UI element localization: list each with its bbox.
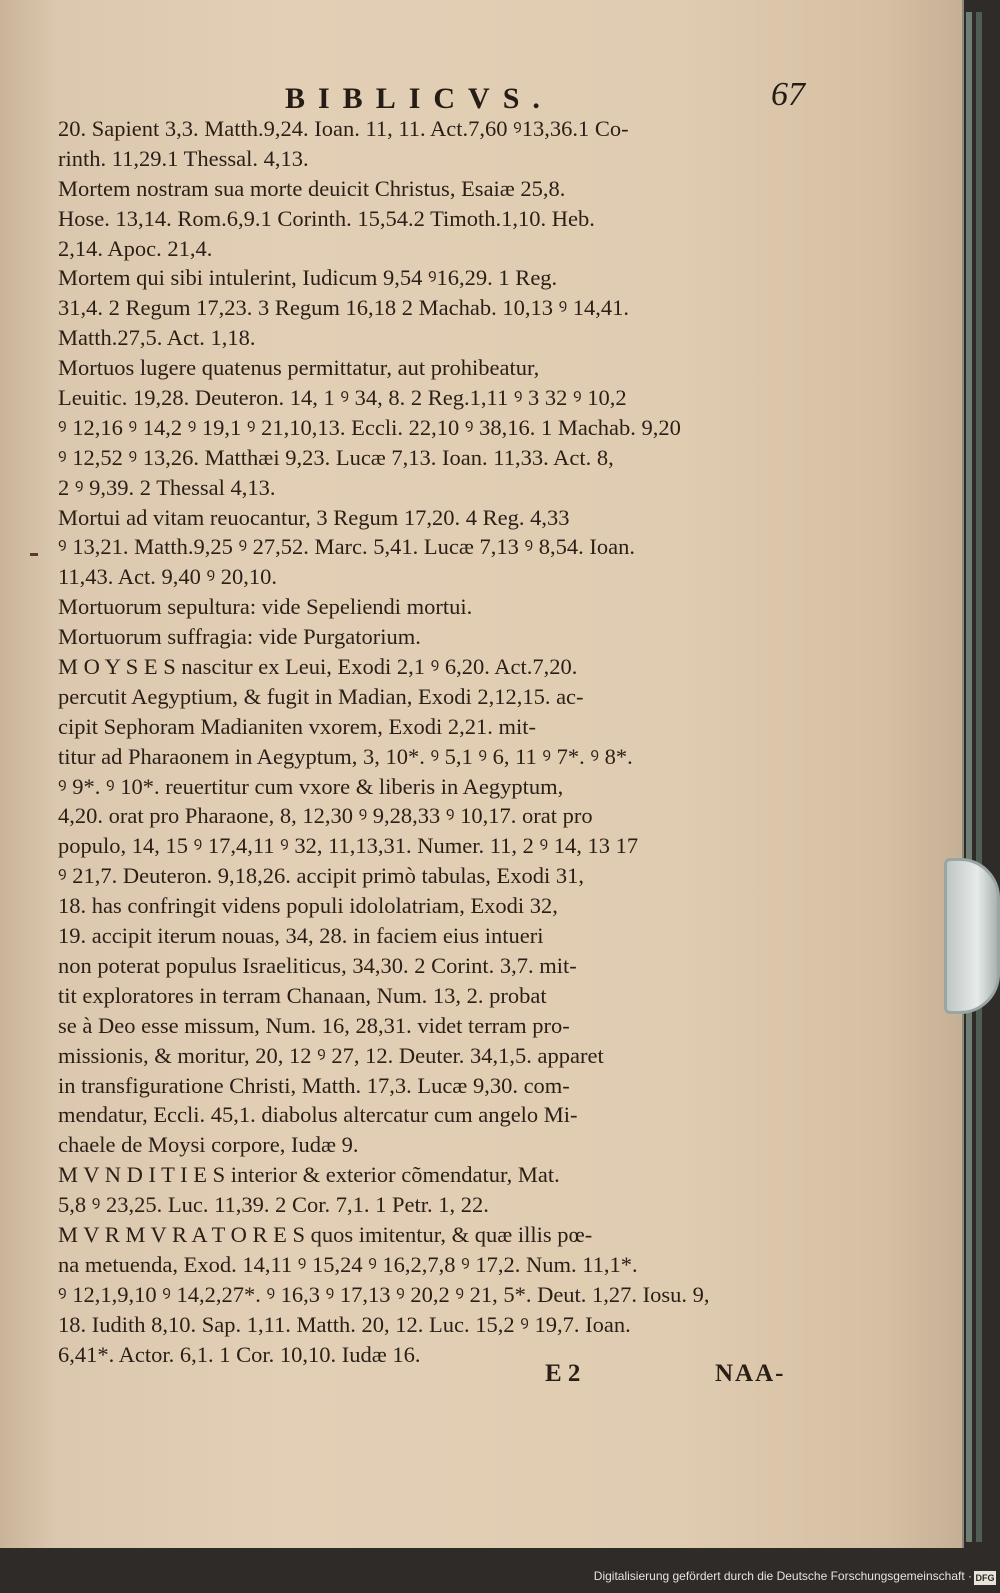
text-line: ꝰ 12,16 ꝰ 14,2 ꝰ 19,1 ꝰ 21,10,13. Eccli. 22,10 ꝰ 38,16. 1 Machab. 9,20	[58, 414, 681, 440]
text-line: Mortem qui sibi intulerint, Iudicum 9,54 ꝰ16,29. 1 Reg.	[58, 265, 558, 291]
text-line: Mortem nostram sua morte deuicit Christus, Esaiæ 25,8.	[58, 175, 566, 201]
text-line: Mortui ad vitam reuocantur, 3 Regum 17,20. 4 Reg. 4,33	[58, 504, 570, 530]
text-line: 4,20. orat pro Pharaone, 8, 12,30 ꝰ 9,28,33 ꝰ 10,17. orat pro	[58, 803, 593, 829]
text-line: na metuenda, Exod. 14,11 ꝰ 15,24 ꝰ 16,2,7,8 ꝰ 17,2. Num. 11,1*.	[58, 1251, 638, 1277]
text-line: missionis, & moritur, 20, 12 ꝰ 27, 12. Deuter. 34,1,5. apparet	[58, 1042, 604, 1068]
text-line: chaele de Moysi corpore, Iudæ 9.	[58, 1132, 359, 1158]
text-line: 31,4. 2 Regum 17,23. 3 Regum 16,18 2 Machab. 10,13 ꝰ 14,41.	[58, 295, 630, 321]
text-line: se à Deo esse missum, Num. 16, 28,31. videt terram pro-	[58, 1012, 570, 1038]
text-line: 5,8 ꝰ 23,25. Luc. 11,39. 2 Cor. 7,1. 1 Petr. 1, 22.	[58, 1192, 489, 1218]
text-line: 18. Iudith 8,10. Sap. 1,11. Matth. 20, 12. Luc. 15,2 ꝰ 19,7. Ioan.	[58, 1311, 631, 1337]
text-line: ꝰ 9*. ꝰ 10*. reuertitur cum vxore & liberis in Aegyptum,	[58, 773, 564, 799]
text-line: mendatur, Eccli. 45,1. diabolus altercatur cum angelo Mi-	[58, 1102, 578, 1128]
catchword: NAA-	[715, 1360, 786, 1387]
text-line: tit exploratores in terram Chanaan, Num. 13, 2. probat	[58, 982, 547, 1008]
text-line: percutit Aegyptium, & fugit in Madian, Exodi 2,12,15. ac-	[58, 683, 584, 709]
text-line: M O Y S E S nascitur ex Leui, Exodi 2,1 ꝰ 6,20. Act.7,20.	[58, 654, 578, 680]
text-line: Mortuorum suffragia: vide Purgatorium.	[58, 624, 421, 650]
text-line: 18. has confringit videns populi idololatriam, Exodi 32,	[58, 893, 558, 919]
text-line: 19. accipit iterum nouas, 34, 28. in faciem eius intueri	[58, 923, 544, 949]
dfg-logo: DFG	[975, 1573, 995, 1583]
text-line: Leuitic. 19,28. Deuteron. 14, 1 ꝰ 34, 8. 2 Reg.1,11 ꝰ 3 32 ꝰ 10,2	[58, 385, 627, 411]
text-line: populo, 14, 15 ꝰ 17,4,11 ꝰ 32, 11,13,31. Numer. 11, 2 ꝰ 14, 13 17	[58, 833, 639, 859]
signature-mark: E 2	[545, 1360, 581, 1387]
text-line: ꝰ 21,7. Deuteron. 9,18,26. accipit primò tabulas, Exodi 31,	[58, 863, 584, 889]
text-line: Mortuorum sepultura: vide Sepeliendi mortui.	[58, 594, 473, 620]
text-line: 11,43. Act. 9,40 ꝰ 20,10.	[58, 564, 278, 590]
text-line: 2,14. Apoc. 21,4.	[58, 235, 213, 261]
text-line: Matth.27,5. Act. 1,18.	[58, 325, 256, 351]
text-line: cipit Sephoram Madianiten vxorem, Exodi 2,21. mit-	[58, 713, 537, 739]
text-line: in transfiguratione Christi, Matth. 17,3. Lucæ 9,30. com-	[58, 1072, 570, 1098]
text-line: titur ad Pharaonem in Aegyptum, 3, 10*. ꝰ 5,1 ꝰ 6, 11 ꝰ 7*. ꝰ 8*.	[58, 743, 633, 769]
page-number: 67	[771, 76, 805, 113]
text-line: 20. Sapient 3,3. Matth.9,24. Ioan. 11, 11. Act.7,60 ꝰ13,36.1 Co-	[58, 116, 629, 141]
text-line: rinth. 11,29.1 Thessal. 4,13.	[58, 145, 309, 171]
text-line: ꝰ 12,52 ꝰ 13,26. Matthæi 9,23. Lucæ 7,13. Ioan. 11,33. Act. 8,	[58, 444, 614, 470]
text-line: Mortuos lugere quatenus permittatur, aut prohibeatur,	[58, 355, 540, 381]
book-cover-edge	[976, 12, 982, 1542]
text-line: 2 ꝰ 9,39. 2 Thessal 4,13.	[58, 474, 276, 500]
page-footer	[0, 1360, 962, 1400]
text-line: M V N D I T I E S interior & exterior cõmendatur, Mat.	[58, 1162, 560, 1188]
text-line: non poterat populus Israeliticus, 34,30. 2 Corint. 3,7. mit-	[58, 952, 577, 978]
text-line: M V R M V R A T O R E S quos imitentur, & quæ illis pœ-	[58, 1221, 593, 1247]
text-line: Hose. 13,14. Rom.6,9.1 Corinth. 15,54.2 Timoth.1,10. Heb.	[58, 205, 595, 231]
margin-mark	[30, 553, 38, 556]
index-text-block	[58, 114, 820, 1369]
page-clip	[944, 858, 1000, 1014]
text-line: 6,41*. Actor. 6,1. 1 Cor. 10,10. Iudæ 16.	[58, 1341, 421, 1367]
text-line: ꝰ 13,21. Matth.9,25 ꝰ 27,52. Marc. 5,41. Lucæ 7,13 ꝰ 8,54. Ioan.	[58, 534, 635, 560]
digitization-credit: Digitalisierung gefördert durch die Deutsche Forschungsgemeinschaft ·	[593, 1569, 972, 1583]
book-edge	[966, 12, 972, 1542]
text-line: ꝰ 12,1,9,10 ꝰ 14,2,27*. ꝰ 16,3 ꝰ 17,13 ꝰ 20,2 ꝰ 21, 5*. Deut. 1,27. Iosu. 9,	[58, 1281, 710, 1307]
running-title: BIBLICVS.	[285, 82, 553, 115]
